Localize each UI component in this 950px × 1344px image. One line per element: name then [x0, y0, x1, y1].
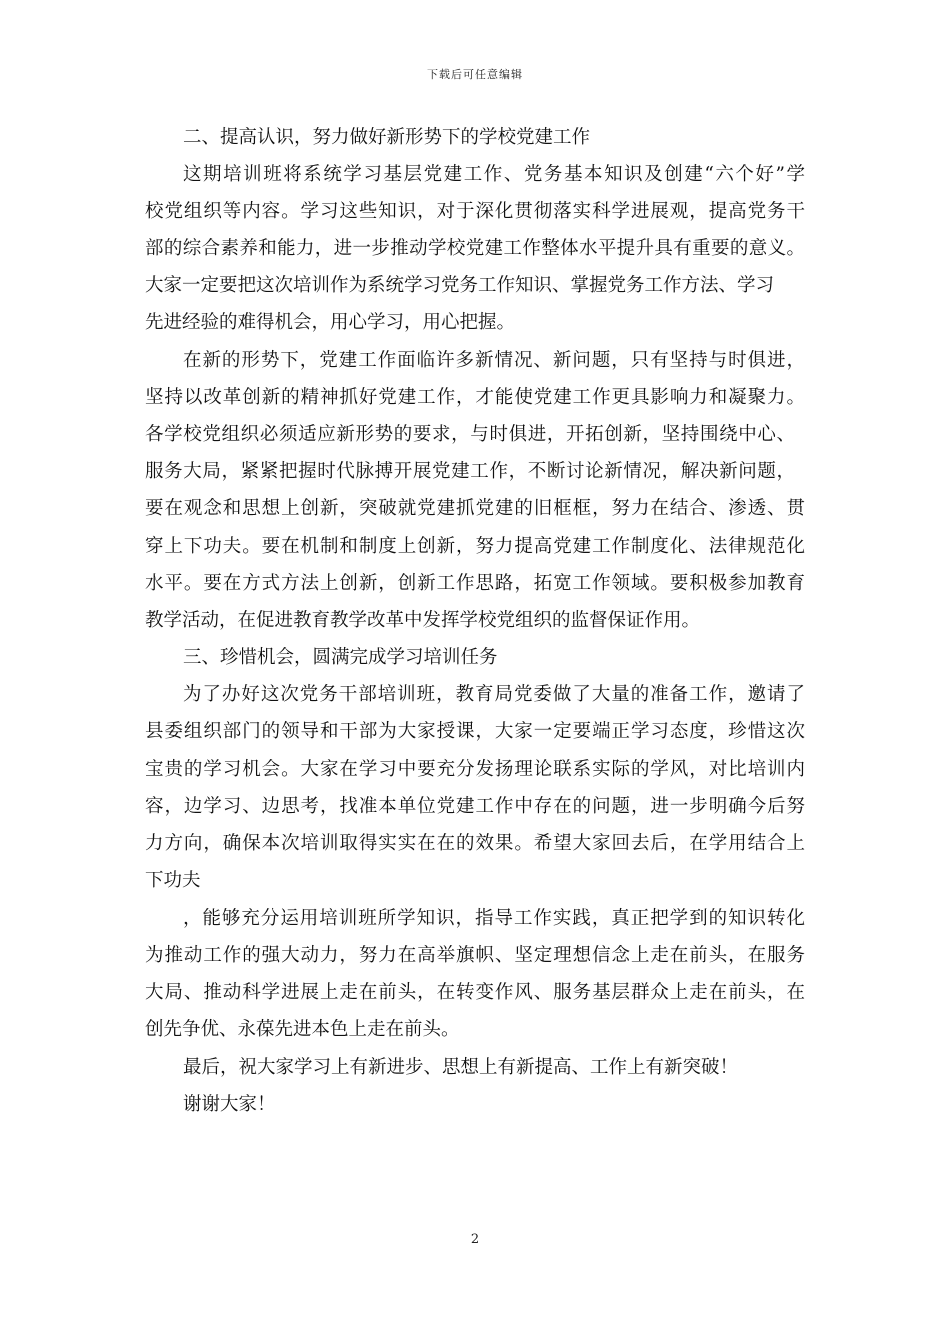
page-number: 2	[470, 1232, 480, 1247]
text-line: 为推动工作的强大动力，努力在高举旗帜、坚定理想信念上走在前头，在服务	[145, 945, 805, 966]
page-header: 下载后可任意编辑	[427, 68, 523, 81]
text-line: 大家一定要把这次培训作为系统学习党务工作知识、掌握党务工作方法、学习	[145, 275, 775, 296]
text-line: 教学活动，在促进教育教学改革中发挥学校党组织的监督保证作用。	[145, 610, 701, 631]
text-line: 在新的形势下，党建工作面临许多新情况、新问题，只有坚持与时俱进，	[183, 350, 805, 371]
text-line: 谢谢大家！	[183, 1094, 276, 1115]
text-line: 创先争优、永葆先进本色上走在前头。	[145, 1019, 460, 1040]
text-line: 最后，祝大家学习上有新进步、思想上有新提高、工作上有新突破！	[183, 1057, 739, 1078]
text-line: 部的综合素养和能力，进一步推动学校党建工作整体水平提升具有重要的意义。	[145, 238, 805, 259]
text-line: 先进经验的难得机会，用心学习，用心把握。	[145, 312, 516, 333]
text-line: 为了办好这次党务干部培训班，教育局党委做了大量的准备工作，邀请了	[183, 684, 805, 705]
text-line: 各学校党组织必须适应新形势的要求，与时俱进，开拓创新，坚持围绕中心、	[145, 424, 795, 445]
text-line: 水平。要在方式方法上创新，创新工作思路，拓宽工作领域。要积极参加教育	[145, 573, 805, 594]
section-heading-2: 二、提高认识，努力做好新形势下的学校党建工作	[183, 127, 591, 148]
text-line: 坚持以改革创新的精神抓好党建工作，才能使党建工作更具影响力和凝聚力。	[145, 387, 805, 408]
text-line: 穿上下功夫。要在机制和制度上创新，努力提高党建工作制度化、法律规范化	[145, 536, 805, 557]
text-line: 这期培训班将系统学习基层党建工作、党务基本知识及创建“六个好”学	[183, 164, 805, 185]
text-line: 下功夫	[145, 870, 201, 891]
section-heading-3: 三、珍惜机会，圆满完成学习培训任务	[183, 647, 498, 668]
text-line: 县委组织部门的领导和干部为大家授课，大家一定要端正学习态度，珍惜这次	[145, 721, 805, 742]
text-line: ，能够充分运用培训班所学知识，指导工作实践，真正把学到的知识转化	[183, 908, 805, 929]
text-line: 宝贵的学习机会。大家在学习中要充分发扬理论联系实际的学风，对比培训内	[145, 759, 805, 780]
text-line: 服务大局，紧紧把握时代脉搏开展党建工作，不断讨论新情况，解决新问题，	[145, 461, 795, 482]
text-line: 要在观念和思想上创新，突破就党建抓党建的旧框框，努力在结合、渗透、贯	[145, 498, 805, 519]
text-line: 大局、推动科学进展上走在前头，在转变作风、服务基层群众上走在前头，在	[145, 982, 805, 1003]
text-line: 校党组织等内容。学习这些知识，对于深化贯彻落实科学进展观，提高党务干	[145, 201, 805, 222]
text-line: 力方向，确保本次培训取得实实在在的效果。希望大家回去后，在学用结合上	[145, 833, 805, 854]
text-line: 容，边学习、边思考，找准本单位党建工作中存在的问题，进一步明确今后努	[145, 796, 805, 817]
